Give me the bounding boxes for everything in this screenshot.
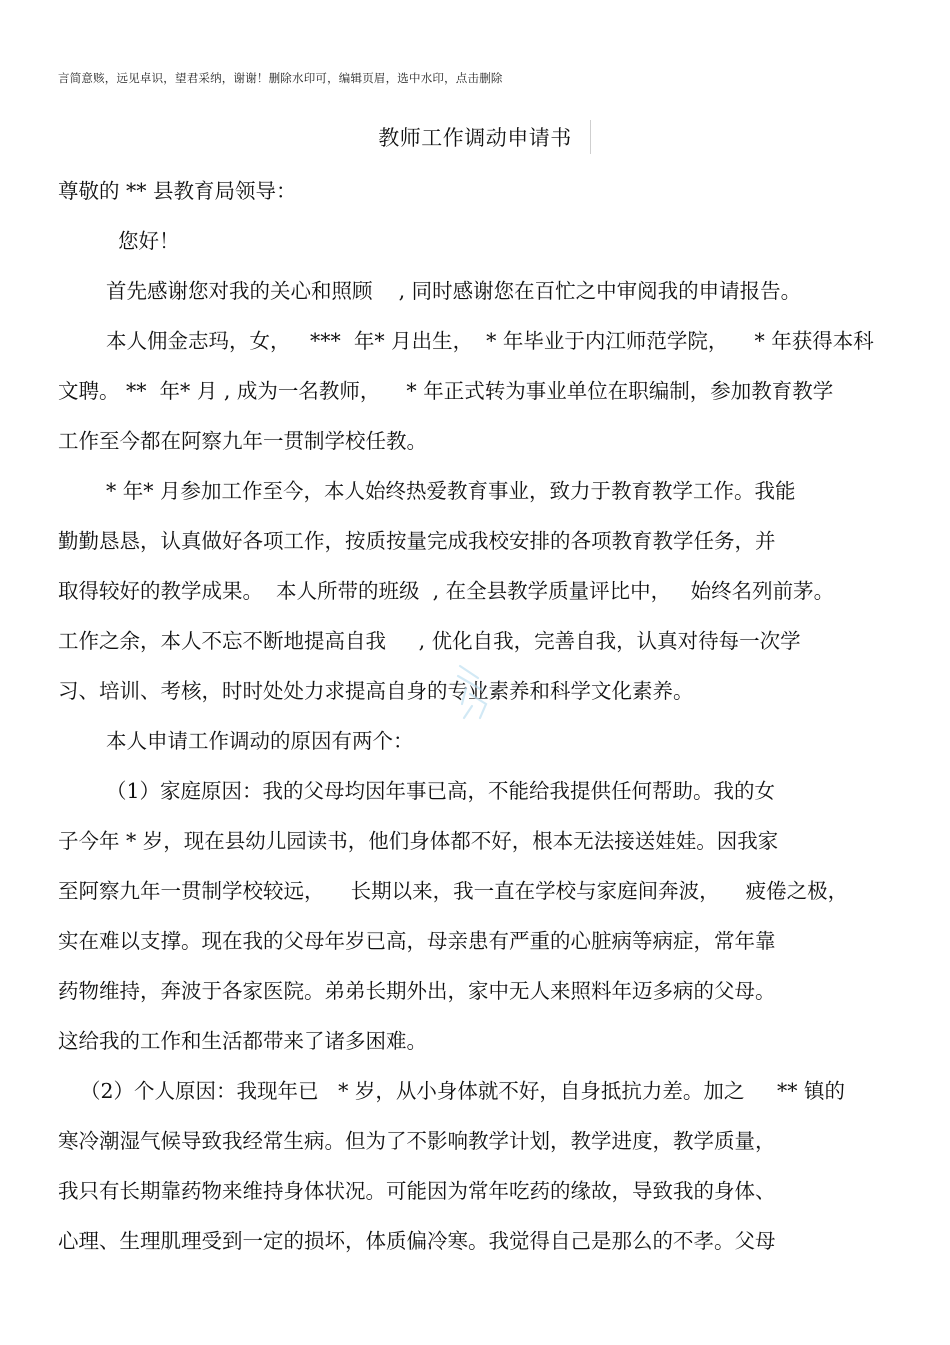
body-line: 寒冷潮湿气候导致我经常生病。但为了不影响教学计划，教学进度，教学质量， — [58, 1129, 776, 1153]
body-line: 工作之余，本人不忘不断地提高自我 , 优化自我，完善自我，认真对待每一次学 — [58, 629, 801, 653]
body-line: 心理、生理肌理受到一定的损坏，体质偏冷寒。我觉得自己是那么的不孝。父母 — [58, 1229, 776, 1253]
body-line: 取得较好的教学成果。 本人所带的班级 , 在全县教学质量评比中， 始终名列前茅。 — [58, 579, 835, 603]
body-line: 本人申请工作调动的原因有两个： — [106, 729, 414, 753]
title-divider — [590, 120, 591, 154]
greeting: 您好！ — [118, 229, 180, 253]
body-line: 工作至今都在阿察九年一贯制学校任教。 — [58, 429, 427, 453]
body-line: 我只有长期靠药物来维持身体状况。可能因为常年吃药的缘故，导致我的身体、 — [58, 1179, 776, 1203]
header-note: 言简意赅，远见卓识，望君采纳，谢谢！删除水印可，编辑页眉，选中水印，点击删除 — [58, 71, 503, 85]
watermark-stamp-icon — [452, 660, 492, 724]
body-line: （1）家庭原因：我的父母均因年事已高，不能给我提供任何帮助。我的女 — [106, 779, 776, 803]
body-line: 文聘。 ** 年* 月 , 成为一名教师， * 年正式转为事业单位在职编制，参加教育教学 — [58, 379, 834, 403]
document-title: 教师工作调动申请书 — [378, 126, 572, 150]
body-line: 这给我的工作和生活都带来了诸多困难。 — [58, 1029, 427, 1053]
body-line: （2）个人原因：我现年已 * 岁，从小身体就不好，自身抵抗力差。加之 ** 镇的 — [80, 1079, 845, 1103]
salutation: 尊敬的 ** 县教育局领导： — [58, 179, 297, 203]
body-line: 药物维持，奔波于各家医院。弟弟长期外出，家中无人来照料年迈多病的父母。 — [58, 979, 776, 1003]
body-line: 习、培训、考核，时时处处力求提高自身的专业素养和科学文化素养。 — [58, 679, 694, 703]
body-line: 勤勤恳恳，认真做好各项工作，按质按量完成我校安排的各项教育教学任务，并 — [58, 529, 776, 553]
body-line: * 年* 月参加工作至今，本人始终热爱教育事业，致力于教育教学工作。我能 — [106, 479, 796, 503]
body-line: 实在难以支撑。现在我的父母年岁已高，母亲患有严重的心脏病等病症，常年靠 — [58, 929, 776, 953]
body-line: 首先感谢您对我的关心和照顾 , 同时感谢您在百忙之中审阅我的申请报告。 — [106, 279, 802, 303]
body-line: 子今年 * 岁，现在县幼儿园读书，他们身体都不好，根本无法接送娃娃。因我家 — [58, 829, 779, 853]
body-line: 本人佣金志玛，女， *** 年* 月出生， * 年毕业于内江师范学院， * 年获得本科 — [106, 329, 874, 353]
body-line: 至阿察九年一贯制学校较远， 长期以来，我一直在学校与家庭间奔波， 疲倦之极， — [58, 879, 849, 903]
